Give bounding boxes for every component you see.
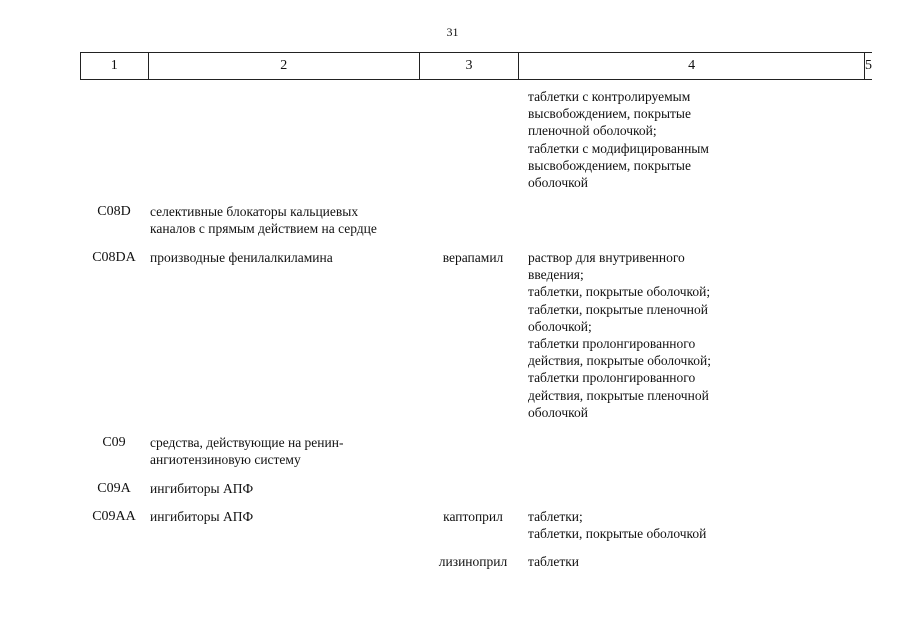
dosage-forms: раствор для внутривенного введения; таблетки, покрытые оболочкой; таблетки, покрытые пленочной оболочкой; таблетки пролонгированного действия, покрытые оболочкой; таблетки пролонгированного действия, покрытые пленочной оболочкой xyxy=(528,250,711,420)
column-header-5: 5 xyxy=(865,58,873,73)
anatomic-group: ингибиторы АПФ xyxy=(150,509,254,524)
drug-name: лизиноприл xyxy=(438,554,508,569)
table-header xyxy=(80,52,872,80)
column-header-3: 3 xyxy=(420,53,519,79)
atc-code: C09 xyxy=(102,435,126,450)
dosage-forms: таблетки с контролируемым высвобождением, покрытые пленочной оболочкой; таблетки с модифицированным высвобождением, покрытые оболочкой xyxy=(528,89,709,191)
atc-code: C09AA xyxy=(92,509,136,524)
atc-code: C08DA xyxy=(92,250,136,265)
dosage-forms: таблетки xyxy=(528,554,580,569)
anatomic-group: ингибиторы АПФ xyxy=(150,481,254,496)
column-header-1: 1 xyxy=(81,53,149,79)
anatomic-group: производные фенилалкиламина xyxy=(150,250,333,265)
dosage-forms: таблетки; таблетки, покрытые оболочкой xyxy=(528,509,707,542)
drug-name: каптоприл xyxy=(443,509,503,524)
drug-name: верапамил xyxy=(442,250,504,265)
column-header-4: 4 xyxy=(519,53,865,79)
atc-code: C08D xyxy=(97,204,131,219)
atc-code: C09A xyxy=(97,481,131,496)
column-header-2: 2 xyxy=(149,53,420,79)
anatomic-group: средства, действующие на ренин- ангиотензиновую систему xyxy=(150,435,344,467)
anatomic-group: селективные блокаторы кальциевых каналов с прямым действием на сердце xyxy=(150,204,377,236)
page-number: 31 xyxy=(446,25,459,39)
